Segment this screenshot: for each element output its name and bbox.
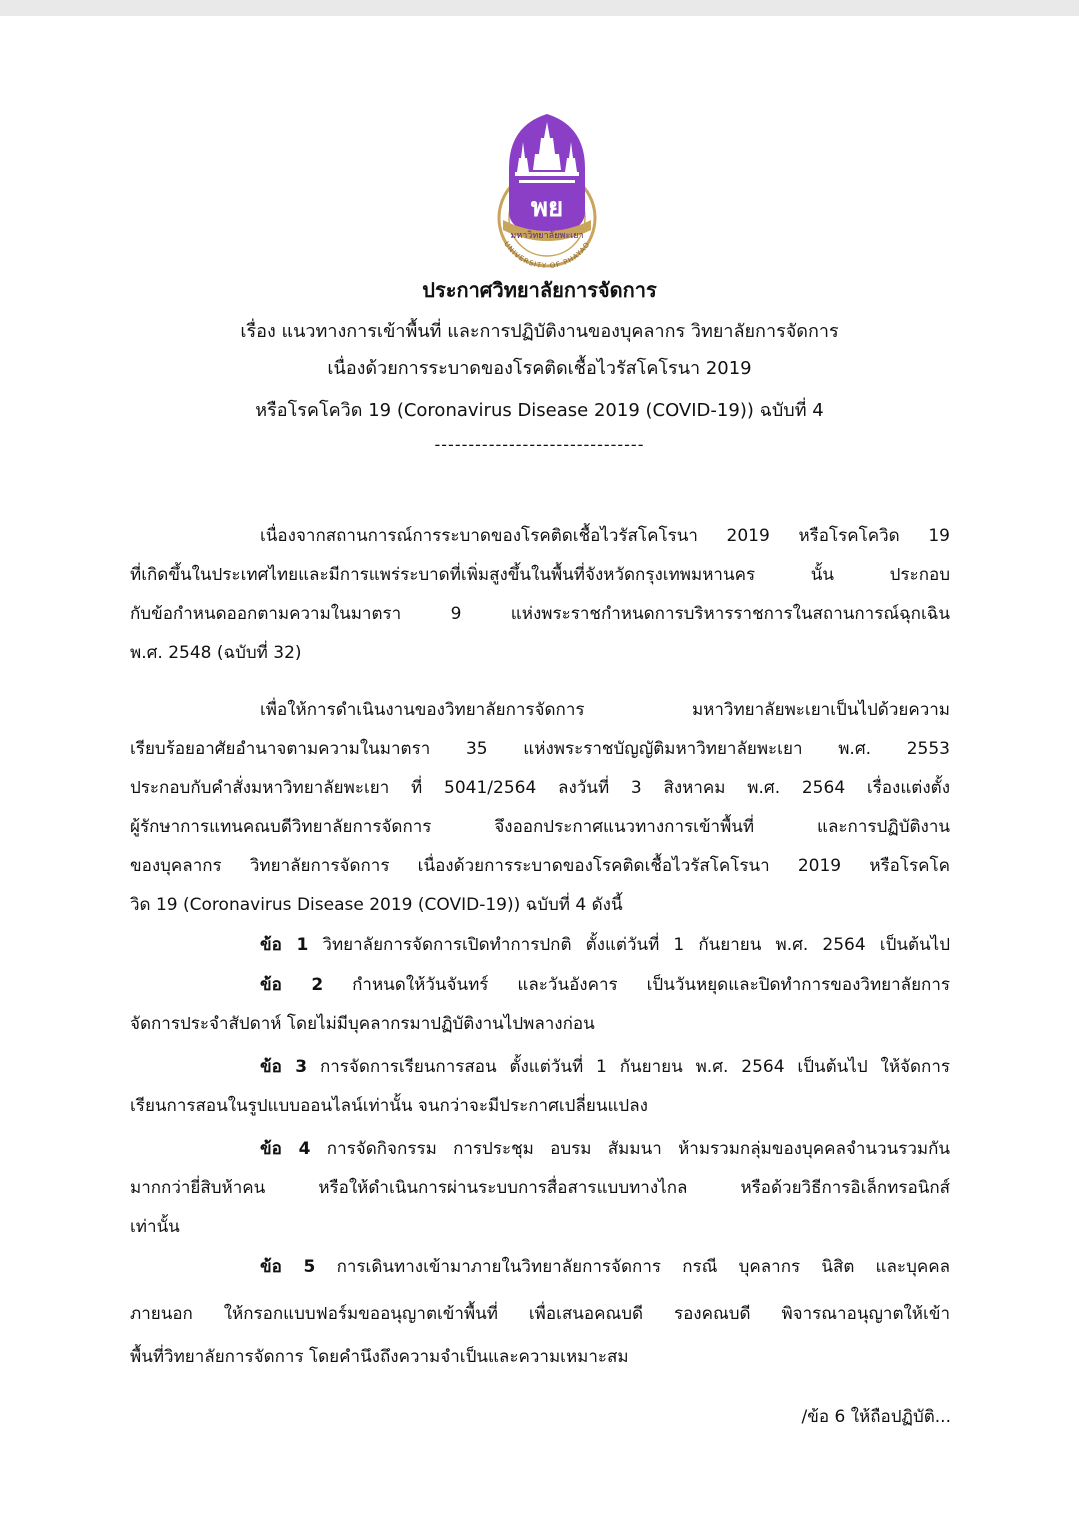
paragraph-2-line: ของบุคลากร วิทยาลัยการจัดการ เนื่องด้วยการระบาดของโรคติดเชื้อไวรัสโคโรนา 2019 หรือโรคโค bbox=[130, 856, 950, 876]
clause-3 bbox=[260, 1059, 950, 1076]
clause-3-label: ข้อ 3 bbox=[260, 1057, 308, 1077]
svg-text:พย: พย bbox=[530, 193, 564, 223]
continuation-note: /ข้อ 6 ให้ถือปฏิบัติ... bbox=[801, 1407, 951, 1427]
clause-2-line: จัดการประจำสัปดาห์ โดยไม่มีบุคลากรมาปฏิบัติงานไปพลางก่อน bbox=[130, 1014, 595, 1034]
announcement-subject: เรื่อง แนวทางการเข้าพื้นที่ และการปฏิบัติงานของบุคลากร วิทยาลัยการจัดการ bbox=[240, 321, 839, 342]
clause-5 bbox=[260, 1259, 950, 1276]
paragraph-1-line: พ.ศ. 2548 (ฉบับที่ 32) bbox=[130, 643, 302, 663]
clause-4-text: การจัดกิจกรรม การประชุม อบรม สัมมนา ห้ามรวมกลุ่มของบุคคลจำนวนรวมกัน bbox=[326, 1139, 951, 1159]
paragraph-2-line: เพื่อให้การดำเนินงานของวิทยาลัยการจัดการ มหาวิทยาลัยพะเยาเป็นไปด้วยความ bbox=[260, 700, 950, 720]
clause-4-line: มากกว่ายี่สิบห้าคน หรือให้ดำเนินการผ่านระบบการสื่อสารแบบทางไกล หรือด้วยวิธีการอิเล็กทรอนิกส์ bbox=[130, 1178, 950, 1198]
heading-divider: ------------------------------- bbox=[434, 435, 645, 454]
paragraph-2-line: เรียบร้อยอาศัยอำนาจตามความในมาตรา 35 แห่งพระราชบัญญัติมหาวิทยาลัยพะเยา พ.ศ. 2553 bbox=[130, 739, 950, 759]
seal-english-name: UNIVERSITY OF PHAYAO bbox=[502, 240, 592, 268]
clause-4 bbox=[260, 1141, 950, 1158]
clause-2-text: กำหนดให้วันจันทร์ และวันอังคาร เป็นวันหยุดและปิดทำการของวิทยาลัยการ bbox=[352, 975, 951, 995]
clause-1-text: วิทยาลัยการจัดการเปิดทำการปกติ ตั้งแต่วันที่ 1 กันยายน พ.ศ. 2564 เป็นต้นไป bbox=[322, 935, 951, 955]
seal-thai-name: มหาวิทยาลัยพะเยา bbox=[510, 231, 584, 241]
paragraph-1-line: กับข้อกำหนดออกตามความในมาตรา 9 แห่งพระราชกำหนดการบริหารราชการในสถานการณ์ฉุกเฉิน bbox=[130, 604, 950, 624]
paragraph-1-line: เนื่องจากสถานการณ์การระบาดของโรคติดเชื้อไวรัสโคโรนา 2019 หรือโรคโควิด 19 bbox=[260, 526, 950, 546]
clause-5-label: ข้อ 5 bbox=[260, 1257, 316, 1277]
clause-2-label: ข้อ 2 bbox=[260, 975, 324, 995]
clause-2 bbox=[260, 977, 950, 994]
clause-4-label: ข้อ 4 bbox=[260, 1139, 311, 1159]
clause-1 bbox=[260, 937, 950, 954]
paragraph-2-line: วิด 19 (Coronavirus Disease 2019 (COVID-19)) ฉบับที่ 4 ดังนี้ bbox=[130, 895, 623, 915]
paragraph-2-line: ผู้รักษาการแทนคณบดีวิทยาลัยการจัดการ จึงออกประกาศแนวทางการเข้าพื้นที่ และการปฏิบัติงาน bbox=[130, 817, 950, 837]
announcement-title: ประกาศวิทยาลัยการจัดการ bbox=[422, 278, 657, 302]
clause-4-line: เท่านั้น bbox=[130, 1217, 180, 1237]
clause-3-line: เรียนการสอนในรูปแบบออนไลน์เท่านั้น จนกว่าจะมีประกาศเปลี่ยนแปลง bbox=[130, 1096, 648, 1116]
clause-1-label: ข้อ 1 bbox=[260, 935, 309, 955]
paragraph-2-line: ประกอบกับคำสั่งมหาวิทยาลัยพะเยา ที่ 5041/2564 ลงวันที่ 3 สิงหาคม พ.ศ. 2564 เรื่องแต่งตั้ง bbox=[130, 778, 950, 798]
announcement-subject-line3: หรือโรคโควิด 19 (Coronavirus Disease 2019 (COVID-19)) ฉบับที่ 4 bbox=[255, 400, 824, 421]
clause-5-text: การเดินทางเข้ามาภายในวิทยาลัยการจัดการ กรณี บุคลากร นิสิต และบุคคล bbox=[336, 1257, 951, 1277]
clause-3-text: การจัดการเรียนการสอน ตั้งแต่วันที่ 1 กันยายน พ.ศ. 2564 เป็นต้นไป ให้จัดการ bbox=[319, 1057, 950, 1077]
document-page bbox=[0, 16, 1079, 1528]
university-seal-icon bbox=[487, 108, 607, 268]
paragraph-1-line: ที่เกิดขึ้นในประเทศไทยและมีการแพร่ระบาดที่เพิ่มสูงขึ้นในพื้นที่จังหวัดกรุงเทพมหานคร นั้น ประกอบ bbox=[130, 565, 950, 585]
announcement-subject-line2: เนื่องด้วยการระบาดของโรคติดเชื้อไวรัสโคโรนา 2019 bbox=[327, 358, 752, 379]
clause-5-line: พื้นที่วิทยาลัยการจัดการ โดยคำนึงถึงความจำเป็นและความเหมาะสม bbox=[130, 1347, 629, 1367]
clause-5-line: ภายนอก ให้กรอกแบบฟอร์มขออนุญาตเข้าพื้นที่ เพื่อเสนอคณบดี รองคณบดี พิจารณาอนุญาตให้เข้า bbox=[130, 1304, 950, 1324]
